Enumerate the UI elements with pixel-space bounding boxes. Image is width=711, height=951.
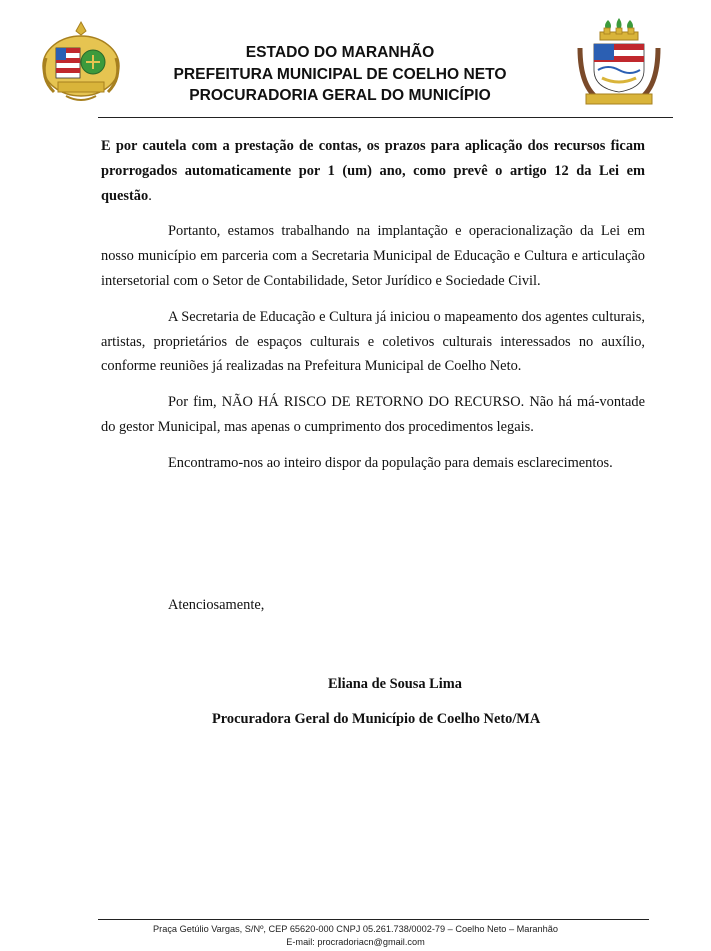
paragraph-deadline — [101, 134, 645, 208]
document-footer — [0, 923, 711, 949]
paragraph-no-risk: Por fim, NÃO HÁ RISCO DE RETORNO DO RECURSO. Não há má-vontade do gestor Municipal, mas apenas o cumprimento dos procedimentos legais. — [101, 394, 645, 435]
state-coat-of-arms-icon — [36, 18, 126, 108]
header-titles — [130, 42, 550, 107]
paragraph-deadline-bold: E por cautela com a prestação de contas, os prazos para aplicação dos recursos ficam prorrogados automaticamente por 1 (um) ano, como prevê o artigo 12 da Lei em questão — [101, 138, 645, 204]
paragraph-deadline-tail: . — [148, 187, 152, 204]
municipal-coat-of-arms-icon — [574, 18, 664, 108]
closing-salutation: Atenciosamente, — [168, 597, 265, 613]
header-procuradoria: PROCURADORIA GERAL DO MUNICÍPIO — [189, 87, 491, 104]
footer-email: E-mail: procradoriacn@gmail.com — [286, 937, 425, 947]
document-body — [101, 134, 645, 487]
signatory-title: Procuradora Geral do Município de Coelho Neto/MA — [212, 711, 541, 727]
header-state: ESTADO DO MARANHÃO — [245, 44, 435, 61]
footer-divider — [98, 919, 649, 920]
footer-address: Praça Getúlio Vargas, S/Nº, CEP 65620-000 CNPJ 05.261.738/0002-79 – Coelho Neto – Maranhão — [153, 924, 558, 934]
header-divider — [98, 117, 673, 118]
signatory-name: Eliana de Sousa Lima — [328, 676, 462, 692]
paragraph-implementation: Portanto, estamos trabalhando na implantação e operacionalização da Lei em nosso município em parceria com a Secretaria Municipal de Educação e Cultura e articulação intersetorial com o Setor de Contabilidade, Setor Jurídico e Sociedade Civil. — [101, 223, 645, 289]
document-header — [0, 0, 711, 118]
header-prefecture: PREFEITURA MUNICIPAL DE COELHO NETO — [173, 65, 507, 83]
paragraph-availability: Encontramo-nos ao inteiro dispor da população para demais esclarecimentos. — [168, 454, 613, 471]
paragraph-mapping: A Secretaria de Educação e Cultura já iniciou o mapeamento dos agentes culturais, artistas, proprietários de espaços culturais e coletivos culturais interessados no auxílio, conforme reuniões já realizadas na Prefeitura Municipal de Coelho Neto. — [101, 308, 645, 375]
